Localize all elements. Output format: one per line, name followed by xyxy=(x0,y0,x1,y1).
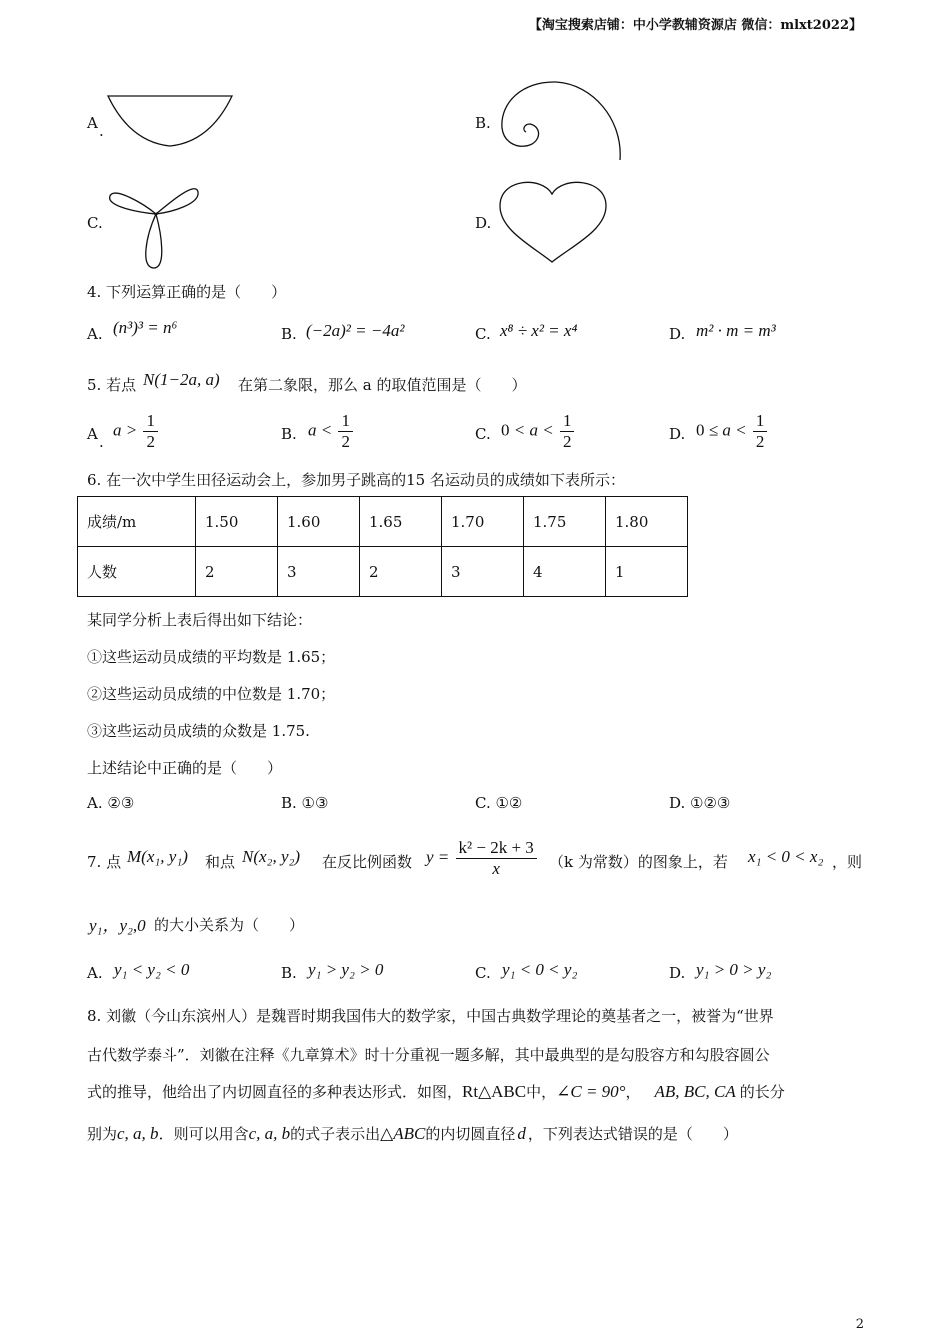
q5-stem-suffix: 在第二象限，那么 a 的取值范围是（ ） xyxy=(238,376,527,394)
q8-line-1: 8. 刘徽（今山东滨州人）是魏晋时期我国伟大的数学家，中国古典数学理论的奠基者之一，被誉为“世界 xyxy=(87,1007,774,1025)
q6-conclusion-1: ①这些运动员成绩的平均数是 1.65； xyxy=(87,648,336,666)
q7-option-c: y₁ < 0 < y₂ xyxy=(502,960,578,979)
q5-option-a: a > $\frac{1}{2}$ xyxy=(113,411,160,452)
q8-line-3-text-c: ， xyxy=(625,1083,641,1101)
q6-option-a: A. ②③ xyxy=(87,794,135,812)
q8-sides: AB, BC, CA xyxy=(654,1082,736,1101)
q8-line-4-text-b: ．则可以用含 xyxy=(158,1125,249,1143)
q6-conclusion-3: ③这些运动员成绩的众数是 1.75. xyxy=(87,722,310,740)
q5-option-d: 0 ≤ a < $\frac{1}{2}$ xyxy=(696,411,769,452)
table-cell: 1.50 xyxy=(196,497,278,547)
three-leaf-clover-curve-icon xyxy=(106,176,202,270)
table-cell: 1.75 xyxy=(524,497,606,547)
q6-intro: 某同学分析上表后得出如下结论： xyxy=(87,611,313,629)
q4-option-a: (n³)³ = n⁶ xyxy=(113,318,178,337)
q4-option-d-label: D. xyxy=(669,325,686,343)
q6-option-d: D. ①②③ xyxy=(669,794,731,812)
q7-number: 7. 点 xyxy=(87,853,122,871)
q8-variables: c, a, b xyxy=(117,1124,159,1143)
q5-option-c-label: C. xyxy=(475,425,491,443)
q7-and: 和点 xyxy=(205,853,236,871)
q8-triangle-2: △ABC xyxy=(380,1124,426,1143)
q4-option-c-label: C. xyxy=(475,325,491,343)
table-cell: 1.70 xyxy=(442,497,524,547)
q3-option-c-label: C. xyxy=(87,214,103,232)
q3-option-d-label: D. xyxy=(475,214,492,232)
q5-stem-prefix: 5. 若点 xyxy=(87,376,137,394)
q7-function-lhs: y = xyxy=(426,847,450,867)
q3-option-b-label: B. xyxy=(475,114,491,132)
q8-variables-2: c, a, b xyxy=(248,1124,291,1143)
table-header-cell: 人数 xyxy=(78,547,196,597)
q8-angle: ∠C = 90° xyxy=(556,1082,626,1101)
q8-line-4-text-a: 别为 xyxy=(87,1125,118,1143)
q8-line-3-text-a: 式的推导，他给出了内切圆直径的多种表达形式．如图， xyxy=(87,1083,463,1101)
q8-line-4-text-c: 的式子表示出 xyxy=(290,1125,381,1143)
bowl-curve-icon xyxy=(106,94,236,150)
table-cell: 2 xyxy=(360,547,442,597)
page-number: 2 xyxy=(855,1317,864,1332)
q5-point: N(1−2a, a) xyxy=(143,370,220,389)
q8-diameter-var: d xyxy=(517,1124,526,1143)
table-row xyxy=(78,547,688,597)
table-row xyxy=(78,497,688,547)
q7-line2-text: 的大小关系为（ ） xyxy=(154,916,305,934)
table-cell: 4 xyxy=(524,547,606,597)
q4-option-b: (−2a)² = −4a² xyxy=(306,321,405,340)
q6-option-c: C. ①② xyxy=(475,794,523,812)
q8-line-3-text-b: 中， xyxy=(526,1083,557,1101)
table-cell: 3 xyxy=(442,547,524,597)
q7-function-numerator: k² − 2k + 3 xyxy=(456,838,537,859)
q7-line2-vars: y₁，y₂,0 xyxy=(89,916,146,935)
q7-option-c-label: C. xyxy=(475,964,491,982)
q7-function xyxy=(426,838,539,879)
q3-option-a-dot: . xyxy=(99,122,104,140)
q4-option-a-label: A. xyxy=(87,325,103,343)
spiral-curve-icon xyxy=(498,80,624,162)
q8-line-3-text-d: 的长分 xyxy=(739,1083,785,1101)
q5-option-b-label: B. xyxy=(281,425,297,443)
q7-condition: x₁ < 0 < x₂ xyxy=(748,847,824,866)
q6-stem: 6. 在一次中学生田径运动会上，参加男子跳高的15 名运动员的成绩如下表所示： xyxy=(87,471,625,489)
q8-line-4 xyxy=(87,1123,738,1144)
q8-line-3 xyxy=(87,1081,785,1102)
q7-option-d: y₁ > 0 > y₂ xyxy=(696,960,772,979)
q4-option-d: m² · m = m³ xyxy=(696,321,776,340)
scores-table xyxy=(77,496,688,597)
q6-option-b: B. ①③ xyxy=(281,794,329,812)
table-cell: 1.80 xyxy=(606,497,688,547)
table-cell: 1.65 xyxy=(360,497,442,547)
q6-question: 上述结论中正确的是（ ） xyxy=(87,759,283,777)
q7-point-m: M(x₁, y₁) xyxy=(127,847,188,866)
q8-line-2: 古代数学泰斗”．刘徽在注释《九章算术》时十分重视一题多解，其中最典型的是勾股容方和勾股容圆公 xyxy=(87,1046,770,1064)
q5-option-d-label: D. xyxy=(669,425,686,443)
table-header-cell: 成绩/m xyxy=(78,497,196,547)
q8-triangle: Rt△ABC xyxy=(462,1082,527,1101)
table-cell: 1.60 xyxy=(278,497,360,547)
q5-option-a-label: A xyxy=(87,425,98,443)
q5-option-c: 0 < a < $\frac{1}{2}$ xyxy=(501,411,576,452)
q7-function-denominator: x xyxy=(492,859,500,878)
q7-option-b-label: B. xyxy=(281,964,297,982)
q7-option-a: y₁ < y₂ < 0 xyxy=(114,960,190,979)
q7-option-b: y₁ > y₂ > 0 xyxy=(308,960,384,979)
q5-option-a-dot: . xyxy=(99,433,104,451)
table-cell: 2 xyxy=(196,547,278,597)
q8-line-4-text-d: 的内切圆直径 xyxy=(425,1125,516,1143)
q7-option-a-label: A. xyxy=(87,964,103,982)
q7-note: （k 为常数）的图象上，若 xyxy=(549,853,728,871)
q4-option-b-label: B. xyxy=(281,325,297,343)
q8-line-4-text-e: ，下列表达式错误的是（ ） xyxy=(527,1125,738,1143)
table-cell: 3 xyxy=(278,547,360,597)
heart-curve-icon xyxy=(498,176,610,264)
q3-option-a-label: A xyxy=(87,114,98,132)
q4-stem: 4. 下列运算正确的是（ ） xyxy=(87,283,287,301)
q7-tail: ，则 xyxy=(832,853,863,871)
q4-option-c: x⁸ ÷ x² = x⁴ xyxy=(500,321,578,340)
q7-mid-text: 在反比例函数 xyxy=(322,853,413,871)
q5-option-b: a < $\frac{1}{2}$ xyxy=(308,411,355,452)
q7-point-n: N(x₂, y₂) xyxy=(242,847,301,866)
table-cell: 1 xyxy=(606,547,688,597)
q6-conclusion-2: ②这些运动员成绩的中位数是 1.70； xyxy=(87,685,336,703)
page-header: 【淘宝搜索店铺：中小学教辅资源店 微信：mlxt2022】 xyxy=(528,18,862,33)
q7-option-d-label: D. xyxy=(669,964,686,982)
